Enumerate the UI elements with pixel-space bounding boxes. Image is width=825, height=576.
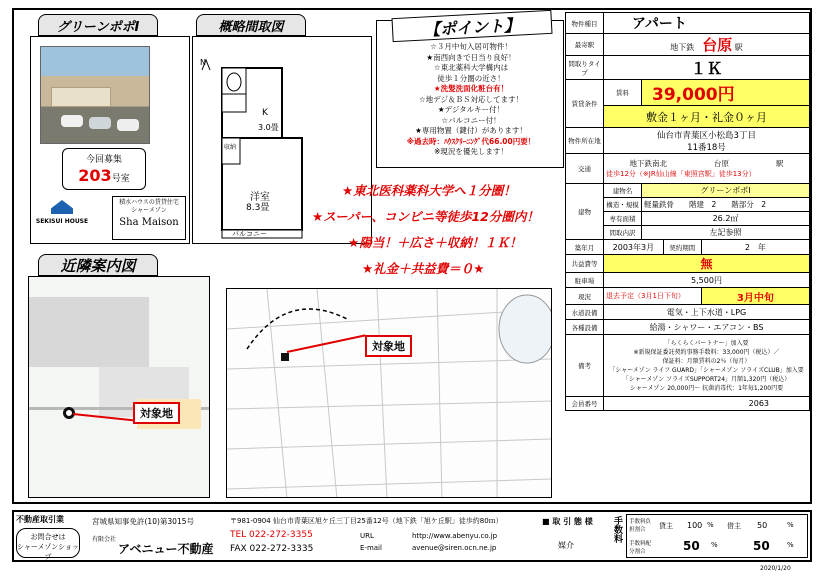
point-item: ☆３月中旬入居可物件！ xyxy=(430,42,512,51)
transport-eki: 駅 xyxy=(776,159,784,168)
shamaison-logo: Sha Maison xyxy=(119,217,179,228)
trade-mediation: 媒介 xyxy=(558,541,574,550)
point-item: ★デジタルキー付！ xyxy=(437,105,505,114)
highlight-item: ★スーパー、コンビニ等徒歩12分圏内！ xyxy=(312,209,539,224)
status-value: 退去予定（3月1日下旬） xyxy=(604,288,702,305)
footer xyxy=(12,510,812,562)
area-map xyxy=(28,276,210,498)
station-line: 地下鉄 xyxy=(670,43,695,52)
floorplan-tab xyxy=(196,14,306,36)
parking-value: 5,500円 xyxy=(604,273,810,288)
fax-number: FAX 022-272-3335 xyxy=(230,544,314,554)
email-link[interactable]: avenue@siren.ocn.ne.jp xyxy=(412,544,497,552)
shamaison-box xyxy=(112,196,186,240)
highlight-item: ★陽当！＋広さ＋収納！１Ｋ！ xyxy=(348,235,522,250)
north-label: N xyxy=(200,58,206,67)
room-suffix: 号室 xyxy=(111,174,130,184)
room-layout-value: 左記参照 xyxy=(642,226,810,240)
trade-label: ■ 取 引 態 様 xyxy=(542,517,593,526)
structure-value: 軽量鉄骨 階建 2 階部分 2 xyxy=(642,198,810,212)
target-label-1: 対象地 xyxy=(133,402,180,424)
point-item: ☆バルコニー付！ xyxy=(441,115,501,125)
kitchen-label: K xyxy=(262,108,268,118)
map-tab-label: 近隣案内図 xyxy=(60,256,136,275)
station-suffix: 駅 xyxy=(734,43,743,52)
highlight-item: ★礼金＋共益費＝０★ xyxy=(362,261,485,276)
building-name-tab-label: グリーンポポⅠ xyxy=(56,19,140,35)
point-item: ★洗髪洗面化粧台有！ xyxy=(433,84,509,93)
transport-line: 地下鉄南北 xyxy=(629,159,667,168)
target-label-2: 対象地 xyxy=(365,335,412,357)
main-room-label: 洋室 xyxy=(250,192,270,203)
spec-table xyxy=(565,12,810,411)
layout-value: １Ｋ xyxy=(604,56,810,80)
rent-value: 39,000円 xyxy=(642,80,810,106)
building-facade-shape xyxy=(51,87,111,107)
email-label: E-mail xyxy=(360,544,382,552)
sekisui-label: SEKISUI HOUSE xyxy=(35,218,89,225)
kitchen-size: 3.0畳 xyxy=(258,123,279,132)
shamaison-caption: 積水ハウスの賃貸住宅 シャーメゾン xyxy=(119,199,179,214)
status-key: 現況 xyxy=(566,288,604,305)
car-shape-2 xyxy=(89,117,111,129)
area-value: 26.2㎡ xyxy=(642,212,810,226)
utilities-key: 水道設備 xyxy=(566,305,604,320)
detail-map xyxy=(226,288,552,498)
common-value: 無 xyxy=(604,255,810,273)
fee-tenant-label: 借主 xyxy=(727,522,741,530)
car-shape-3 xyxy=(117,119,139,131)
fee-percent-2: % xyxy=(787,521,794,529)
transport-station: 台原 xyxy=(714,159,729,168)
fee-label: 手数料 xyxy=(612,516,622,543)
point-item: 徒歩１分圏の近さ！ xyxy=(437,73,505,83)
fee-lender-label: 貸主 xyxy=(659,522,673,530)
rent-key: 賃料 xyxy=(604,80,642,106)
built-value: 2003年3月 xyxy=(604,240,664,255)
building-key: 建物 xyxy=(566,184,604,240)
main-room-size: 8.3畳 xyxy=(246,203,270,213)
company-name: アベニュー不動産 xyxy=(118,542,214,556)
remarks-line: シャーメゾン 20,000円～ 抗菌消毒代：1年毎1,200円要 xyxy=(629,384,784,392)
type-key: 物件種目 xyxy=(566,13,604,34)
company-prefix: 有限会社 xyxy=(92,536,117,543)
point-item: ※現況を優先します！ xyxy=(434,147,508,156)
balcony-label: バルコニー xyxy=(232,230,267,238)
contract-key: 契約期間 xyxy=(663,240,701,255)
building-photo xyxy=(40,46,150,144)
url-label: URL xyxy=(360,532,374,540)
point-item: ★専用物置（鍵付）があります！ xyxy=(415,126,527,135)
bathroom-outline xyxy=(222,68,246,94)
common-key: 共益費等 xyxy=(566,255,604,273)
sekisui-logo xyxy=(34,200,90,234)
pond-shape xyxy=(499,295,552,363)
target-building-icon xyxy=(281,353,289,361)
station-name: 台原 xyxy=(702,36,733,54)
utilities-value: 電気・上下水道・LPG xyxy=(604,305,810,320)
deposit-text: 敷金１ヶ月・礼金０ヶ月 xyxy=(604,106,810,128)
fee-tenant-value: 50 xyxy=(757,521,768,530)
remarks-value xyxy=(604,335,810,397)
walk-text: 徒歩12分（※JR仙山線「東照宮駅」徒歩13分） xyxy=(606,170,756,178)
fee-percent-1: % xyxy=(707,521,714,529)
layout-key: 間取りタイプ xyxy=(566,56,604,80)
print-date: 2020/1/20 xyxy=(760,565,791,572)
url-link[interactable]: http://www.abenyu.co.jp xyxy=(412,532,498,540)
name-key: 建物名 xyxy=(604,184,642,198)
remarks-line: ※新規保証委託契約事務手数料：33,000円（税込）／ xyxy=(633,348,780,356)
remarks-line: 「らくらくパートナー」加入要 xyxy=(664,339,749,347)
point-item: ※過去時：ﾊｳｽｸﾘｰﾆﾝｸﾞ代66.00円要！ xyxy=(406,136,536,146)
parking-key: 駐車場 xyxy=(566,273,604,288)
point-item: ★南西向きで日当り良好！ xyxy=(426,52,516,62)
terms-key: 賃貸条件 xyxy=(566,80,604,128)
fee-percent-4: % xyxy=(787,541,794,549)
recruit-label: 今回募集 xyxy=(85,155,122,165)
detail-map-streets xyxy=(227,289,552,498)
fee-row-2-label: 手数料配分割合 xyxy=(629,541,652,555)
member-value: 2063 xyxy=(604,397,810,411)
floorplan-tab-label: 概略間取図 xyxy=(218,19,284,35)
highlight-item: ★東北医科薬科大学へ１分圏！ xyxy=(342,183,516,198)
map-tab xyxy=(38,254,158,276)
tel-text: TEL 022-272-3355 xyxy=(230,530,313,540)
fee-split-2: 50 xyxy=(753,539,770,553)
structure-key: 構造・規模 xyxy=(604,198,642,212)
recruit-box xyxy=(62,148,146,190)
license-value: 宮城県知事免許(10)第3015号 xyxy=(92,517,194,526)
highlights xyxy=(312,178,562,282)
station-key: 最寄駅 xyxy=(566,34,604,56)
contact-badge: お問合せは シャーメゾンショップ xyxy=(16,528,80,558)
fee-percent-3: % xyxy=(711,541,718,549)
fee-lender-value: 100 xyxy=(687,521,703,530)
type-value: アパート xyxy=(604,13,810,34)
building-name-tab xyxy=(38,14,158,36)
transport-key: 交通 xyxy=(566,154,604,184)
location-line-1: 仙台市青葉区小松島3丁目 xyxy=(657,130,756,141)
map-campus-block xyxy=(29,297,149,367)
remarks-line: 保証料：月額賃料の2％（毎月） xyxy=(662,357,751,365)
remarks-line: 「シャーメゾン ライフ GUARD」「シャーメゾン ソライズCLUB」加入要 xyxy=(609,366,804,374)
sekisui-house-icon xyxy=(51,200,73,214)
points-title: 【ポイント】 xyxy=(391,10,552,42)
location-key: 物件所在地 xyxy=(566,128,604,154)
points-list xyxy=(380,42,562,158)
equipment-key: 各種設備 xyxy=(566,320,604,335)
toilet-outline xyxy=(222,94,246,112)
fee-row-1-label: 手数料負担割合 xyxy=(629,519,652,533)
room-layout-key: 間取内訳 xyxy=(604,226,642,240)
remarks-key: 備考 xyxy=(566,335,604,397)
member-key: 会員番号 xyxy=(566,397,604,411)
contract-value: 2 年 xyxy=(701,240,809,255)
fee-table xyxy=(626,514,808,558)
room-number: 203 xyxy=(78,166,112,185)
remarks-line: 「シャーメゾン ソライズSUPPORT24」月額1,320円（税込） xyxy=(622,375,791,383)
point-item: ☆地デジ＆ＢＳ対応してます！ xyxy=(418,94,524,104)
equipment-value: 給湯・シャワー・エアコン・BS xyxy=(604,320,810,335)
location-line-2: 11番18号 xyxy=(687,142,726,153)
status-move-in: 3月中旬 xyxy=(701,288,809,305)
name-value: グリーンポポⅠ xyxy=(642,184,810,198)
license-label: 不動産取引業 xyxy=(16,515,64,524)
area-key: 専有面積 xyxy=(604,212,642,226)
fee-split-1: 50 xyxy=(683,539,700,553)
point-item: ☆東北薬科大学構内は xyxy=(433,63,509,72)
built-key: 築年月 xyxy=(566,240,604,255)
tel-number xyxy=(230,530,313,540)
closet-label: 収納 xyxy=(224,144,237,151)
car-shape-1 xyxy=(61,115,83,127)
company-address: 〒981-0904 仙台市青葉区旭ケ丘三丁目25番12号（地下鉄「旭ケ丘駅」徒歩約80ｍ） xyxy=(230,517,503,525)
